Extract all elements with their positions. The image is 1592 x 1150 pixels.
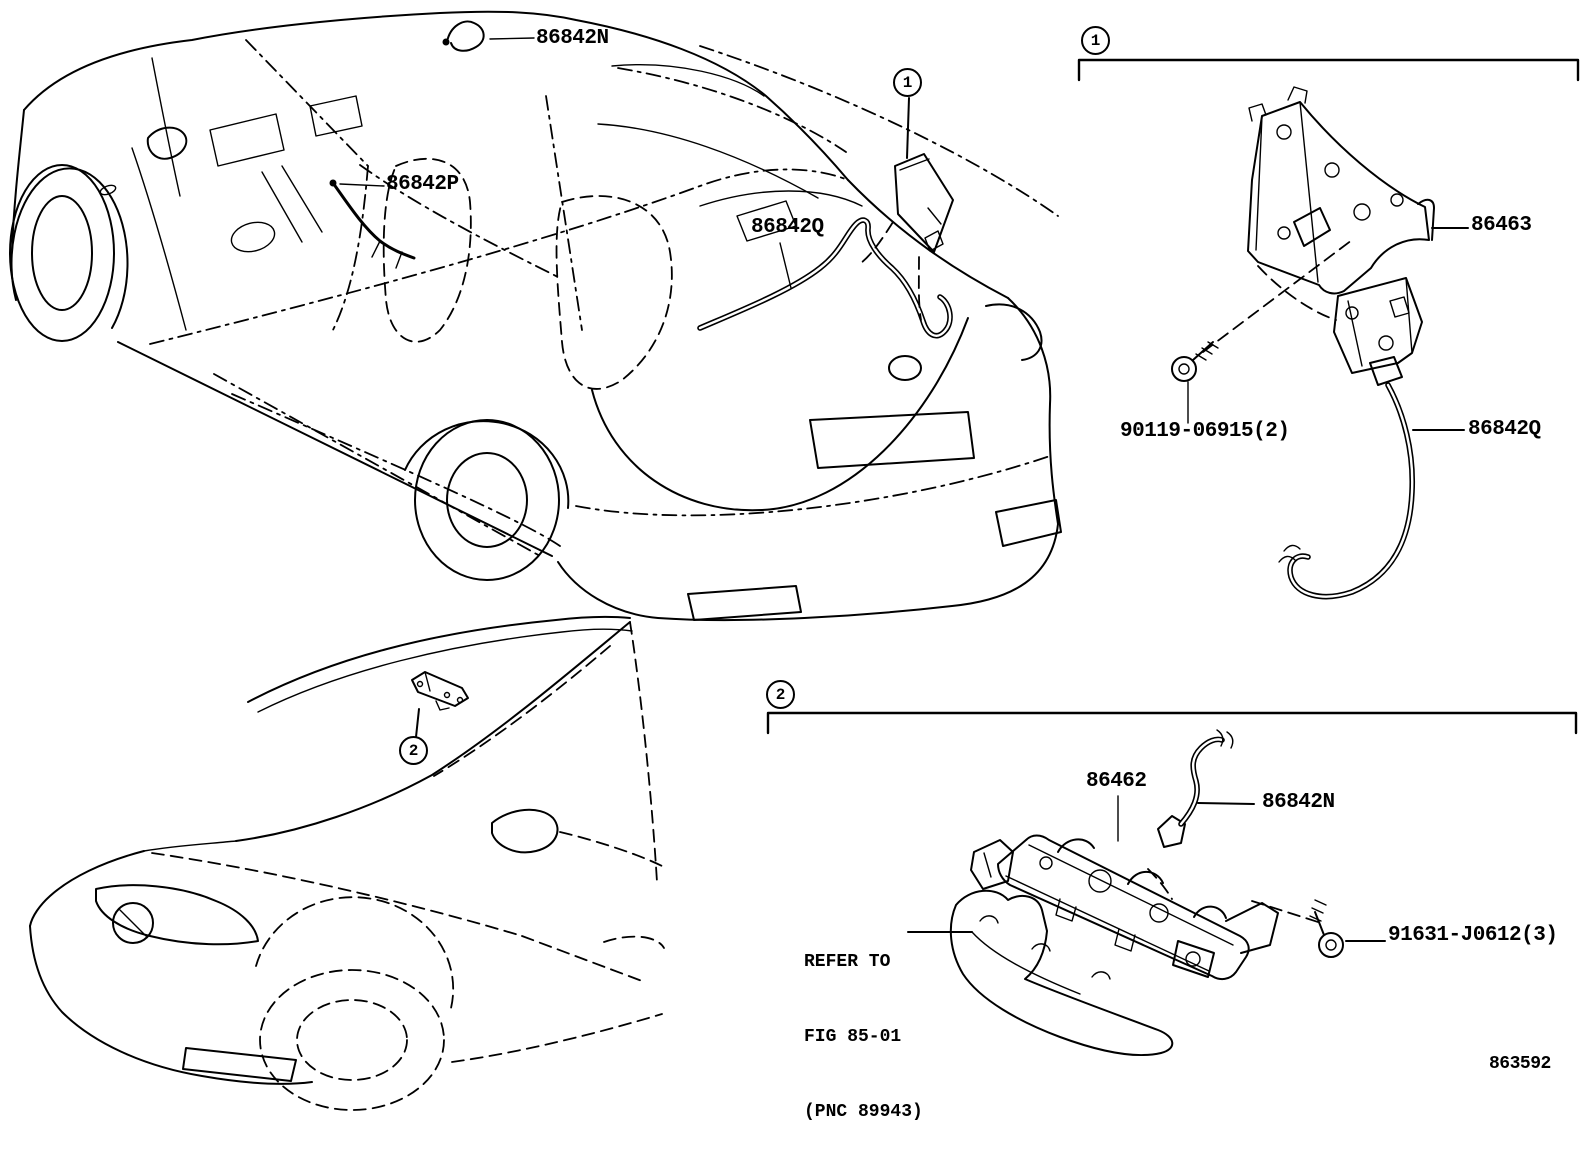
cord-86842n-detail-drawing [1158, 730, 1254, 847]
figure-number: 863592 [1489, 1054, 1551, 1074]
section-2-callout: 2 [766, 680, 795, 709]
part-label-cord-roof: 86842N [536, 27, 609, 50]
screw-91631-drawing [1310, 900, 1385, 957]
part-label-cord-86842q-detail: 86842Q [1468, 418, 1541, 441]
rear-car-illustration [10, 12, 1061, 620]
cord-86842q-detail-drawing [1279, 357, 1464, 597]
refer-note-line-3: (PNC 89943) [804, 1102, 923, 1122]
part-label-cord-instrument-panel: 86842P [386, 173, 459, 196]
part-label-bracket-86463: 86463 [1471, 214, 1532, 237]
part-label-screw-91631: 91631-J0612(3) [1388, 924, 1558, 947]
camera-86462-unit-drawing [971, 796, 1318, 979]
roof-cord-86842n-drawing [443, 22, 535, 51]
callout-1-transceiver: 1 [893, 68, 922, 97]
transceiver-86463-unit-drawing [1203, 240, 1422, 373]
part-label-cord-luggage: 86842Q [751, 216, 824, 239]
section-1-callout: 1 [1081, 26, 1110, 55]
part-label-camera-86462: 86462 [1086, 770, 1147, 793]
part-label-cord-86842n-detail: 86842N [1262, 791, 1335, 814]
camera-on-header-drawing [412, 672, 468, 737]
screw-90119-drawing [1172, 342, 1218, 423]
front-car-illustration [30, 617, 664, 1110]
refer-note-line-2: FIG 85-01 [804, 1027, 902, 1047]
cover-pnc89943-drawing [908, 891, 1172, 1055]
part-label-screw-90119: 90119-06915(2) [1120, 420, 1290, 443]
section-1-bracket-line [1079, 60, 1578, 80]
refer-note-line-1: REFER TO [804, 952, 891, 972]
section-2-bracket-line [768, 713, 1576, 733]
callout-2-camera: 2 [399, 736, 428, 765]
bracket-86463-drawing [1248, 87, 1468, 293]
refer-note [804, 900, 923, 1150]
